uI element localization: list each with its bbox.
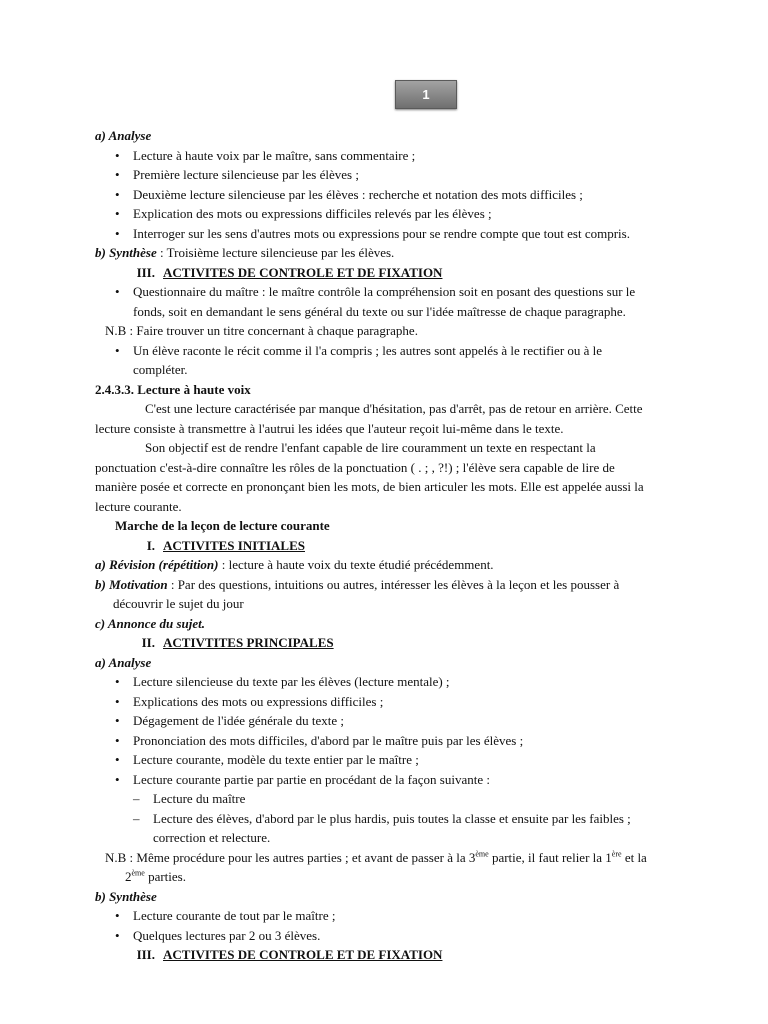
list-item: • Première lecture silencieuse par les élèves ;: [95, 165, 755, 185]
annonce-line: c) Annonce du sujet.: [95, 615, 206, 631]
section-heading: III. ACTIVITES DE CONTROLE ET DE FIXATION: [136, 264, 443, 280]
heading-synthese: b) Synthèse: [95, 888, 157, 904]
paragraph-line: ponctuation c'est-à-dire connaître les rôles de la ponctuation ( . ; , ?!) ; l'élève sera capable de lire de: [95, 459, 615, 475]
note-line: N.B : Faire trouver un titre concernant à chaque paragraphe.: [105, 323, 418, 338]
dash-icon: –: [133, 791, 140, 806]
note-continuation: 2ème parties.: [125, 868, 186, 884]
bullet-icon: •: [115, 167, 120, 182]
list-item: • Lecture silencieuse du texte par les élèves (lecture mentale) ;: [95, 672, 755, 692]
bullet-icon: •: [115, 927, 120, 943]
bullet-icon: •: [115, 147, 120, 163]
list-item: • Lecture courante partie par partie en procédant de la façon suivante :: [95, 770, 755, 790]
heading-analyse: a) Analyse: [95, 128, 152, 143]
bullet-icon: •: [115, 732, 120, 748]
motivation-line: b) Motivation : Par des questions, intuitions ou autres, intéresser les élèves à la leçon et les pousser à: [95, 576, 620, 592]
list-item: • Prononciation des mots difficiles, d'abord par le maître puis par les élèves ;: [95, 731, 755, 751]
paragraph-line: C'est une lecture caractérisée par manque d'hésitation, pas d'arrêt, pas de retour en arrière. Cette: [145, 401, 643, 416]
bullet-icon: •: [115, 206, 120, 221]
subsection-heading: 2.4.3.3. Lecture à haute voix: [95, 381, 251, 397]
list-item: • Un élève raconte le récit comme il l'a compris ; les autres sont appelés à le rectifier ou à le: [95, 341, 755, 361]
list-item: • Explication des mots ou expressions difficiles relevés par les élèves ;: [95, 204, 755, 224]
motivation-continuation: découvrir le sujet du jour: [113, 596, 244, 611]
paragraph-line: Son objectif est de rendre l'enfant capable de lire couramment un texte en respectant la: [145, 440, 596, 455]
bullet-icon: •: [115, 186, 120, 202]
bullet-icon: •: [115, 342, 120, 358]
list-item: • Explications des mots ou expressions difficiles ;: [95, 692, 755, 712]
paragraph-line: lecture consiste à transmettre à l'autrui les idées que l'auteur reçoit lui-même dans le texte.: [95, 420, 564, 436]
dash-item-continuation: correction et relecture.: [153, 830, 271, 845]
heading-analyse: a) Analyse: [95, 654, 152, 670]
bullet-icon: •: [115, 908, 120, 923]
list-item-continuation: fonds, soit en demandant le sens général du texte ou sur l'idée maîtresse de chaque paragraphe.: [133, 303, 626, 319]
revision-line: a) Révision (répétition) : lecture à haute voix du texte étudié précédemment.: [95, 557, 494, 572]
list-item: • Lecture courante de tout par le maître ;: [95, 906, 755, 926]
lesson-heading: Marche de la leçon de lecture courante: [115, 518, 330, 533]
bullet-icon: •: [115, 284, 120, 299]
note-line: N.B : Même procédure pour les autres parties ; et avant de passer à la 3ème partie, il faut relier la 1ère et la: [105, 849, 647, 865]
section-heading: I. ACTIVITES INITIALES: [146, 537, 305, 553]
bullet-icon: •: [115, 752, 120, 767]
bullet-icon: •: [115, 693, 120, 709]
synthese-line: b) Synthèse : Troisième lecture silencieuse par les élèves.: [95, 245, 395, 260]
paragraph-line: lecture courante.: [95, 498, 182, 514]
section-heading: III. ACTIVITES DE CONTROLE ET DE FIXATION: [136, 947, 443, 962]
list-item: • Interroger sur les sens d'autres mots ou expressions pour se rendre compte que tout est compris.: [95, 224, 755, 244]
section-heading: II. ACTIVTITES PRINCIPALES: [141, 635, 334, 650]
list-item: • Quelques lectures par 2 ou 3 élèves.: [95, 926, 755, 946]
list-item: • Lecture courante, modèle du texte entier par le maître ;: [95, 750, 755, 770]
list-item: • Lecture à haute voix par le maître, sans commentaire ;: [95, 146, 755, 166]
dash-item: – Lecture du maître: [95, 789, 755, 809]
bullet-icon: •: [115, 713, 120, 728]
list-item: • Dégagement de l'idée générale du texte ;: [95, 711, 755, 731]
document-body: [95, 126, 755, 965]
dash-icon: –: [133, 810, 140, 826]
list-item: • Questionnaire du maître : le maître contrôle la compréhension soit en posant des questions sur le: [95, 282, 755, 302]
bullet-icon: •: [115, 771, 120, 787]
dash-item: – Lecture des élèves, d'abord par le plus hardis, puis toutes la classe et ensuite par les faibles ;: [95, 809, 755, 829]
list-item: • Deuxième lecture silencieuse par les élèves : recherche et notation des mots difficiles ;: [95, 185, 755, 205]
page-number-badge: 1: [395, 80, 457, 109]
bullet-icon: •: [115, 674, 120, 689]
bullet-icon: •: [115, 225, 120, 241]
list-item-continuation: compléter.: [133, 362, 188, 377]
paragraph-line: manière posée et correcte en prononçant bien les mots, de bien articuler les mots. Elle est appelée aussi la: [95, 479, 644, 494]
